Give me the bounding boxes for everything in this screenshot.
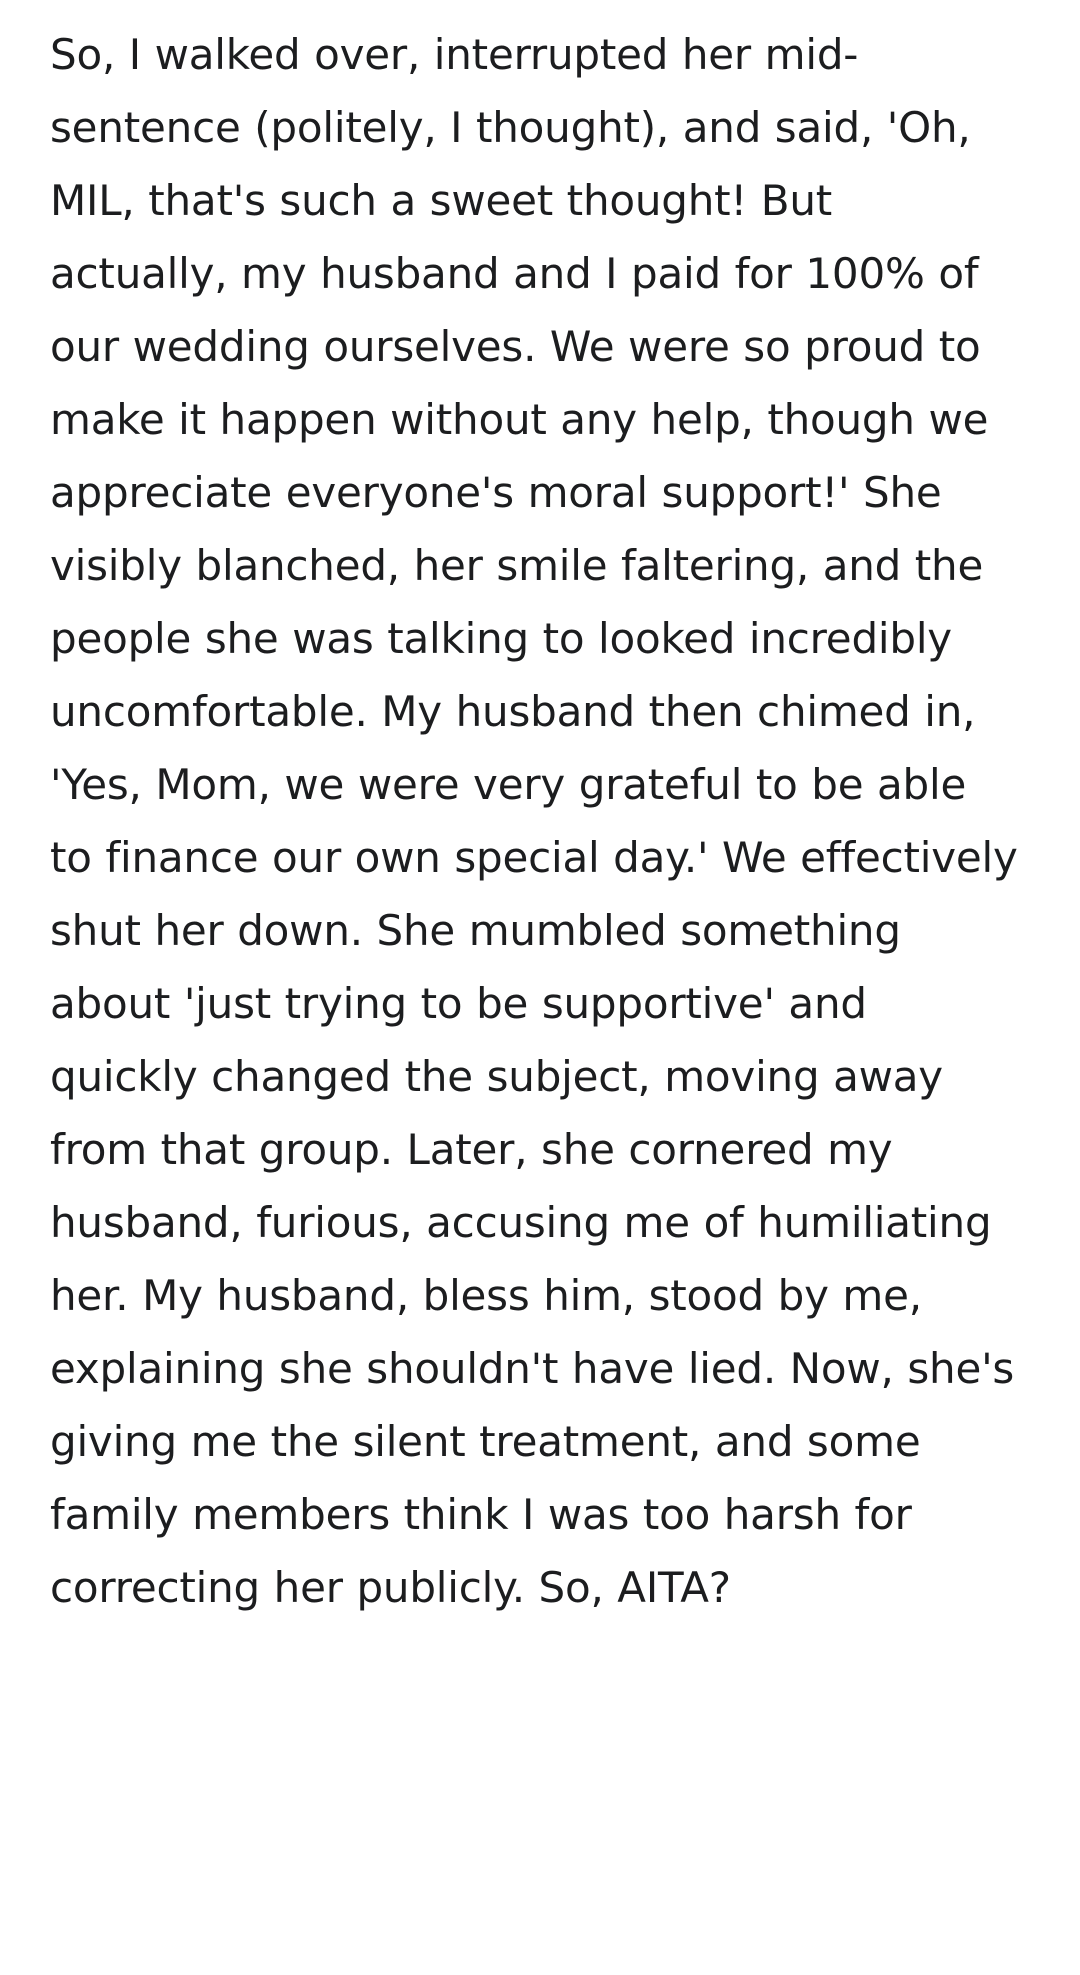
story-paragraph: So, I walked over, interrupted her mid-sentence (politely, I thought), and said, 'Oh, MIL, that's such a sweet thought! But actually, my husband and I paid for 100% of our wedding ourselves. We were so proud to make it happen without any help, though we appreciate everyone's moral support!' She visibly blanched, her smile faltering, and the people she was talking to looked incredibly uncomfortable. My husband then chimed in, 'Yes, Mom, we were very grateful to be able to finance our own special day.' We effectively shut her down. She mumbled something about 'just trying to be supportive' and quickly changed the subject, moving away from that group. Later, she cornered my husband, furious, accusing me of humiliating her. My husband, bless him, stood by me, explaining she shouldn't have lied. Now, she's giving me the silent treatment, and some family members think I was too harsh for correcting her publicly. So, AITA? — [50, 30, 1018, 1612]
